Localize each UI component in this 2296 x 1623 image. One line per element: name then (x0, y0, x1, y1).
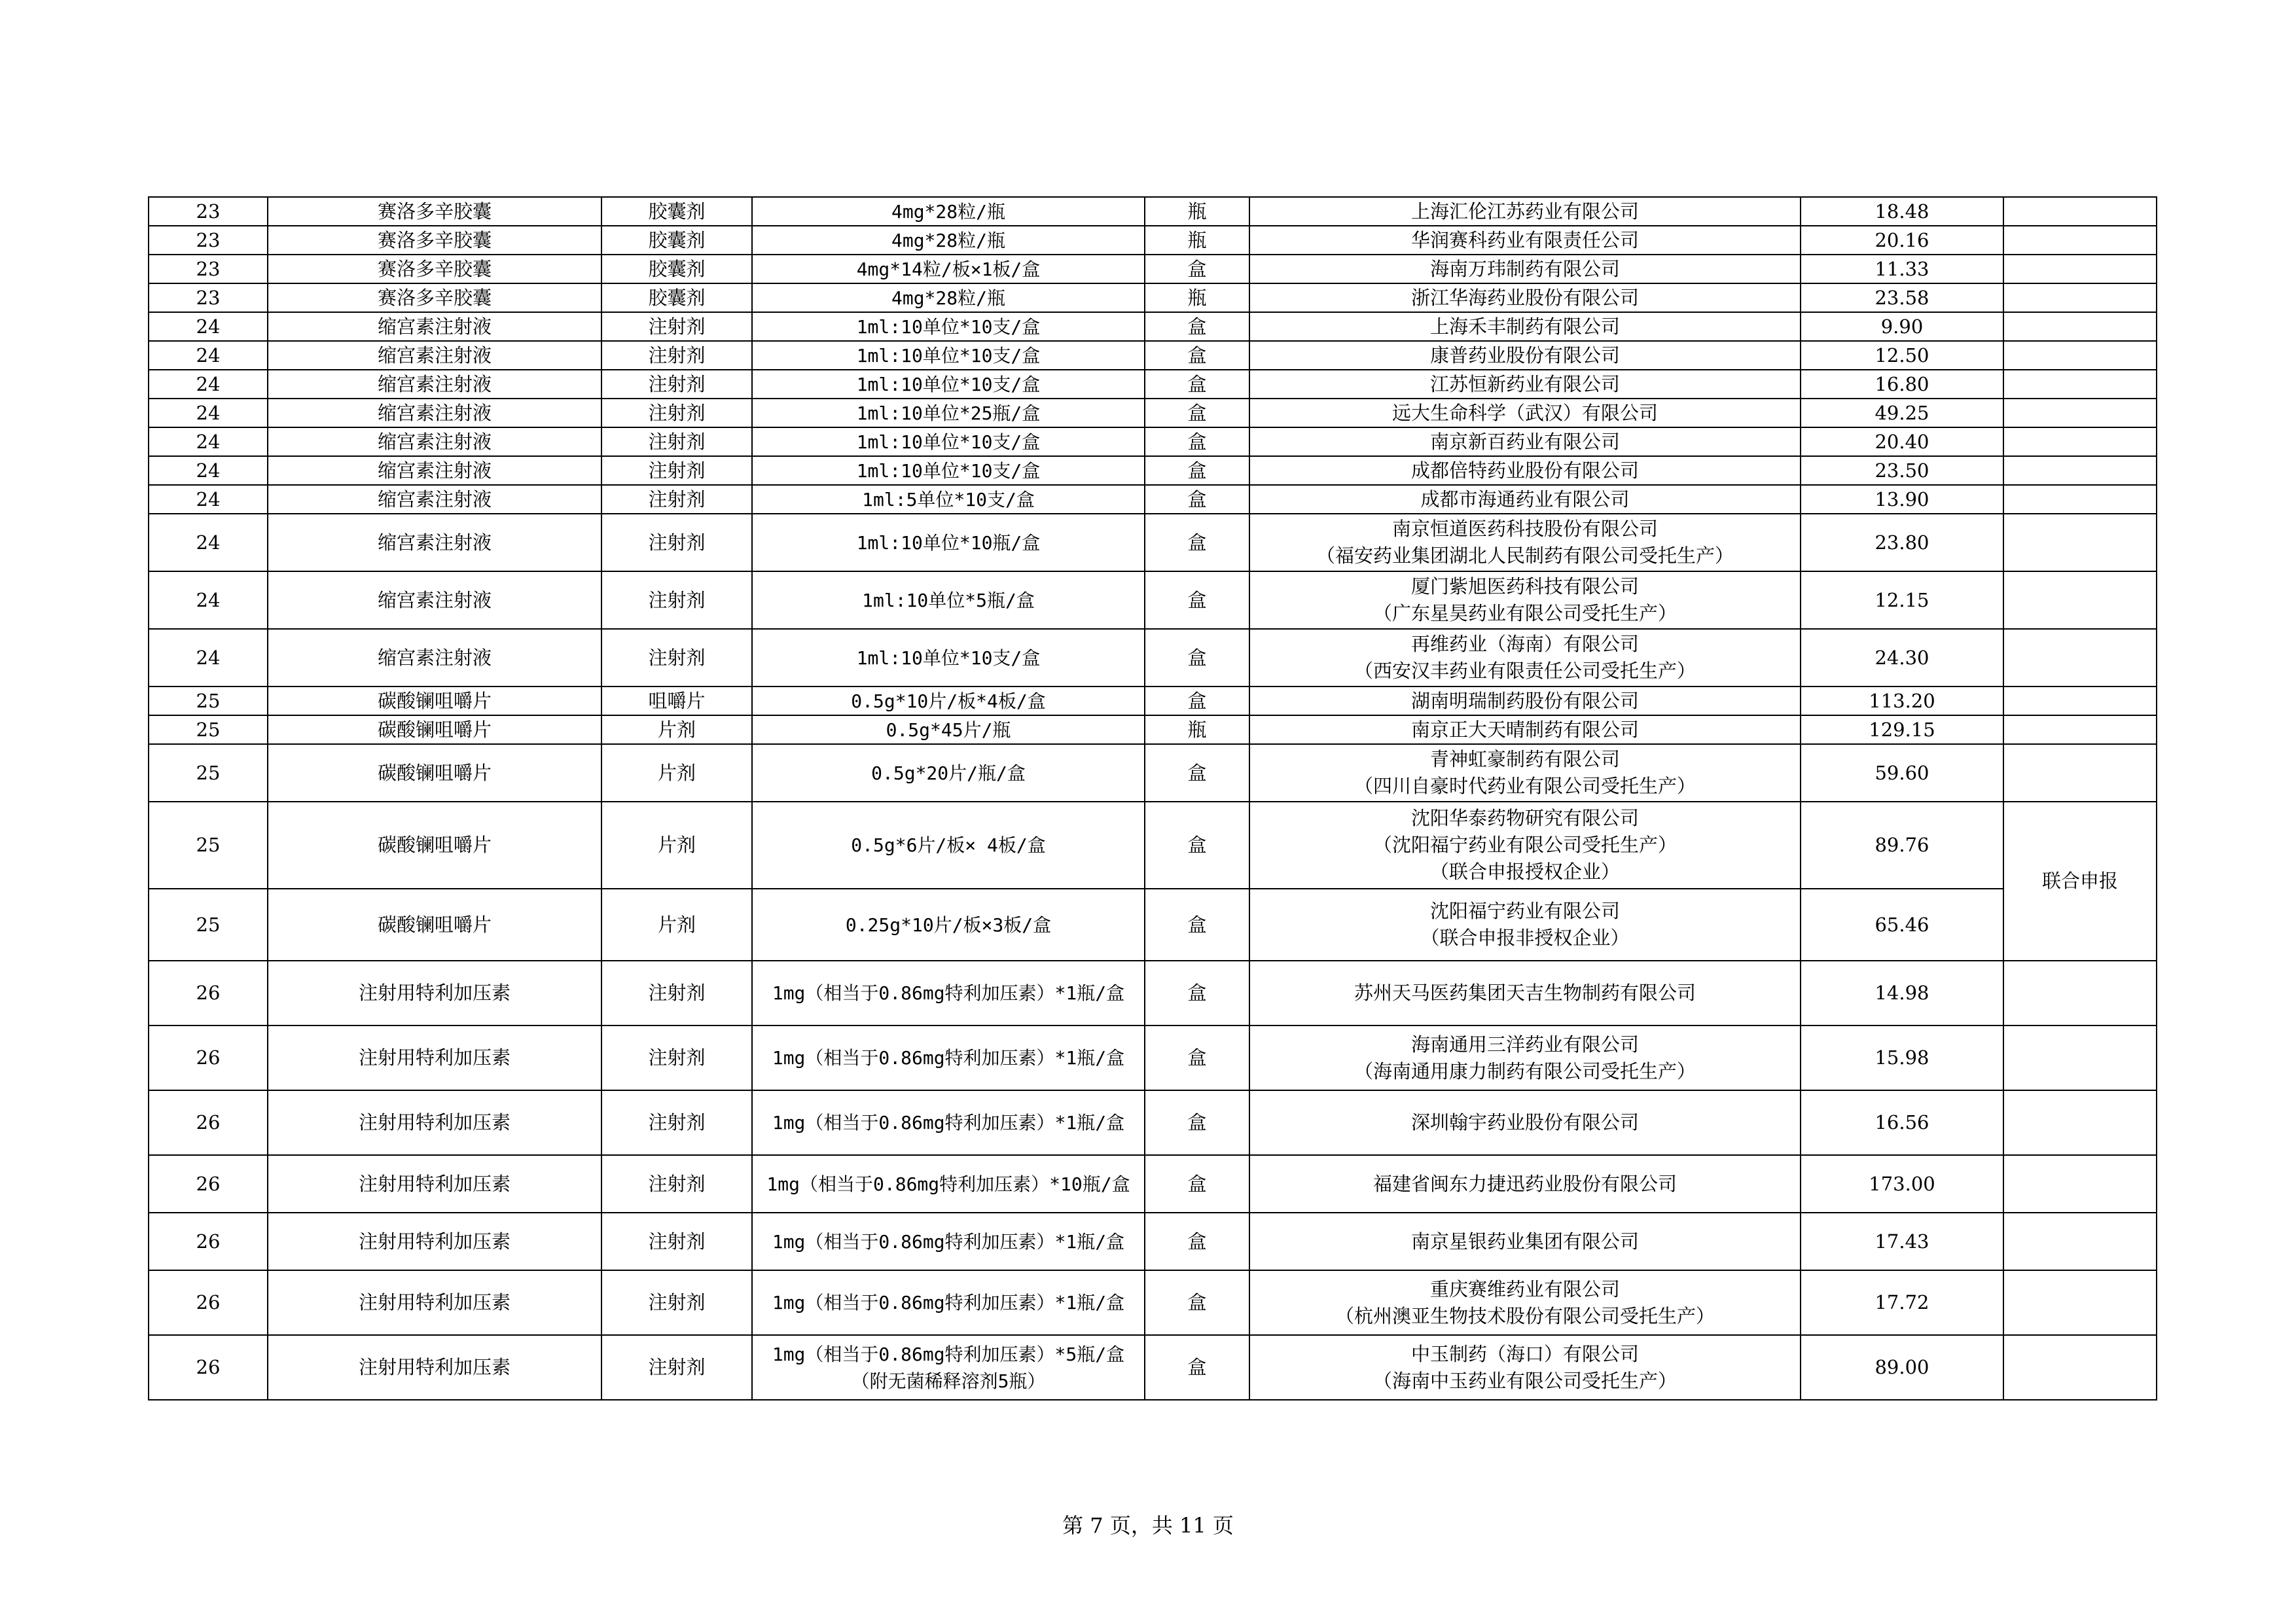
cell-drug-name: 注射用特利加压素 (268, 1155, 601, 1213)
cell-row-number: 25 (149, 687, 268, 715)
cell-manufacturer: 中玉制药（海口）有限公司 （海南中玉药业有限公司受托生产） (1249, 1335, 1801, 1400)
cell-row-number: 24 (149, 370, 268, 399)
cell-row-number: 24 (149, 485, 268, 514)
cell-manufacturer: 远大生命科学（武汉）有限公司 (1249, 399, 1801, 427)
cell-remark (2003, 283, 2157, 312)
cell-specification: 1ml:5单位*10支/盒 (752, 485, 1145, 514)
table-row (149, 226, 2157, 255)
table-row (149, 341, 2157, 370)
cell-unit: 盒 (1145, 1335, 1249, 1400)
cell-dosage-form: 片剂 (601, 802, 752, 889)
cell-price: 15.98 (1801, 1026, 2003, 1090)
cell-remark (2003, 1335, 2157, 1400)
cell-remark (2003, 1090, 2157, 1155)
cell-manufacturer: 青神虹豪制药有限公司 （四川自豪时代药业有限公司受托生产） (1249, 744, 1801, 802)
cell-price: 16.80 (1801, 370, 2003, 399)
cell-dosage-form: 注射剂 (601, 1335, 752, 1400)
cell-dosage-form: 注射剂 (601, 485, 752, 514)
cell-drug-name: 注射用特利加压素 (268, 1270, 601, 1335)
cell-specification: 0.5g*10片/板*4板/盒 (752, 687, 1145, 715)
cell-manufacturer: 海南万玮制药有限公司 (1249, 255, 1801, 283)
cell-drug-name: 缩宫素注射液 (268, 514, 601, 571)
table-row (149, 485, 2157, 514)
cell-remark (2003, 514, 2157, 571)
table-row (149, 1335, 2157, 1400)
cell-remark (2003, 226, 2157, 255)
cell-unit: 盒 (1145, 687, 1249, 715)
cell-remark (2003, 197, 2157, 226)
cell-dosage-form: 注射剂 (601, 370, 752, 399)
cell-remark (2003, 485, 2157, 514)
cell-unit: 盒 (1145, 629, 1249, 687)
cell-price: 65.46 (1801, 889, 2003, 961)
table-row (149, 312, 2157, 341)
cell-manufacturer: 重庆赛维药业有限公司 （杭州澳亚生物技术股份有限公司受托生产） (1249, 1270, 1801, 1335)
cell-manufacturer: 福建省闽东力捷迅药业股份有限公司 (1249, 1155, 1801, 1213)
cell-row-number: 24 (149, 514, 268, 571)
cell-manufacturer: 南京恒道医药科技股份有限公司 （福安药业集团湖北人民制药有限公司受托生产） (1249, 514, 1801, 571)
table-row (149, 961, 2157, 1026)
page-footer: 第 7 页，共 11 页 (1062, 1513, 1234, 1538)
cell-unit: 盒 (1145, 744, 1249, 802)
cell-dosage-form: 注射剂 (601, 456, 752, 485)
cell-price: 23.58 (1801, 283, 2003, 312)
cell-dosage-form: 片剂 (601, 889, 752, 961)
cell-drug-name: 赛洛多辛胶囊 (268, 197, 601, 226)
cell-price: 23.50 (1801, 456, 2003, 485)
cell-row-number: 26 (149, 1155, 268, 1213)
cell-dosage-form: 注射剂 (601, 427, 752, 456)
table-row (149, 1155, 2157, 1213)
table-row (149, 1270, 2157, 1335)
cell-row-number: 23 (149, 283, 268, 312)
cell-specification: 1ml:10单位*5瓶/盒 (752, 571, 1145, 629)
cell-specification: 4mg*28粒/瓶 (752, 283, 1145, 312)
cell-remark (2003, 1026, 2157, 1090)
cell-drug-name: 注射用特利加压素 (268, 1090, 601, 1155)
cell-dosage-form: 咀嚼片 (601, 687, 752, 715)
cell-manufacturer: 南京正大天晴制药有限公司 (1249, 715, 1801, 744)
cell-drug-name: 注射用特利加压素 (268, 961, 601, 1026)
cell-unit: 盒 (1145, 961, 1249, 1026)
cell-price: 20.16 (1801, 226, 2003, 255)
cell-dosage-form: 注射剂 (601, 1155, 752, 1213)
table-row (149, 802, 2157, 889)
table-row (149, 687, 2157, 715)
table-row (149, 571, 2157, 629)
cell-unit: 盒 (1145, 255, 1249, 283)
cell-drug-name: 缩宫素注射液 (268, 427, 601, 456)
cell-row-number: 26 (149, 1335, 268, 1400)
cell-row-number: 25 (149, 889, 268, 961)
cell-manufacturer: 浙江华海药业股份有限公司 (1249, 283, 1801, 312)
cell-specification: 1ml:10单位*10瓶/盒 (752, 514, 1145, 571)
cell-manufacturer: 湖南明瑞制药股份有限公司 (1249, 687, 1801, 715)
cell-unit: 瓶 (1145, 283, 1249, 312)
cell-dosage-form: 注射剂 (601, 1270, 752, 1335)
cell-manufacturer: 南京星银药业集团有限公司 (1249, 1213, 1801, 1270)
cell-manufacturer: 江苏恒新药业有限公司 (1249, 370, 1801, 399)
cell-price: 9.90 (1801, 312, 2003, 341)
cell-price: 16.56 (1801, 1090, 2003, 1155)
cell-specification: 4mg*14粒/板×1板/盒 (752, 255, 1145, 283)
table-row (149, 370, 2157, 399)
cell-specification: 1ml:10单位*10支/盒 (752, 370, 1145, 399)
cell-row-number: 24 (149, 456, 268, 485)
cell-specification: 1mg（相当于0.86mg特利加压素）*5瓶/盒（附无菌稀释溶剂5瓶） (752, 1335, 1145, 1400)
cell-remark (2003, 456, 2157, 485)
cell-price: 24.30 (1801, 629, 2003, 687)
cell-remark: 联合申报 (2003, 802, 2157, 961)
cell-remark (2003, 1155, 2157, 1213)
cell-specification: 0.5g*45片/瓶 (752, 715, 1145, 744)
cell-price: 12.15 (1801, 571, 2003, 629)
cell-dosage-form: 注射剂 (601, 571, 752, 629)
cell-row-number: 26 (149, 961, 268, 1026)
cell-manufacturer: 成都倍特药业股份有限公司 (1249, 456, 1801, 485)
cell-row-number: 23 (149, 255, 268, 283)
cell-price: 14.98 (1801, 961, 2003, 1026)
cell-price: 59.60 (1801, 744, 2003, 802)
cell-unit: 盒 (1145, 1026, 1249, 1090)
cell-remark (2003, 961, 2157, 1026)
cell-row-number: 23 (149, 226, 268, 255)
cell-manufacturer: 康普药业股份有限公司 (1249, 341, 1801, 370)
cell-manufacturer: 厦门紫旭医药科技有限公司 （广东星昊药业有限公司受托生产） (1249, 571, 1801, 629)
cell-price: 17.43 (1801, 1213, 2003, 1270)
cell-manufacturer: 华润赛科药业有限责任公司 (1249, 226, 1801, 255)
cell-specification: 1mg（相当于0.86mg特利加压素）*1瓶/盒 (752, 1213, 1145, 1270)
cell-dosage-form: 注射剂 (601, 961, 752, 1026)
cell-specification: 1ml:10单位*25瓶/盒 (752, 399, 1145, 427)
cell-remark (2003, 687, 2157, 715)
cell-remark (2003, 427, 2157, 456)
table-row (149, 629, 2157, 687)
drug-price-table (148, 196, 2157, 1400)
cell-price: 13.90 (1801, 485, 2003, 514)
cell-remark (2003, 571, 2157, 629)
cell-manufacturer: 成都市海通药业有限公司 (1249, 485, 1801, 514)
cell-dosage-form: 胶囊剂 (601, 197, 752, 226)
cell-specification: 1mg（相当于0.86mg特利加压素）*1瓶/盒 (752, 961, 1145, 1026)
cell-drug-name: 缩宫素注射液 (268, 312, 601, 341)
cell-drug-name: 缩宫素注射液 (268, 341, 601, 370)
cell-unit: 盒 (1145, 1213, 1249, 1270)
cell-drug-name: 碳酸镧咀嚼片 (268, 687, 601, 715)
cell-remark (2003, 370, 2157, 399)
cell-drug-name: 赛洛多辛胶囊 (268, 255, 601, 283)
cell-row-number: 24 (149, 571, 268, 629)
table-row (149, 255, 2157, 283)
cell-price: 11.33 (1801, 255, 2003, 283)
cell-dosage-form: 片剂 (601, 744, 752, 802)
cell-row-number: 25 (149, 802, 268, 889)
table-row (149, 1090, 2157, 1155)
table-row (149, 427, 2157, 456)
cell-row-number: 26 (149, 1270, 268, 1335)
cell-drug-name: 赛洛多辛胶囊 (268, 283, 601, 312)
cell-manufacturer: 再维药业（海南）有限公司 （西安汉丰药业有限责任公司受托生产） (1249, 629, 1801, 687)
cell-unit: 瓶 (1145, 226, 1249, 255)
cell-remark (2003, 399, 2157, 427)
cell-price: 49.25 (1801, 399, 2003, 427)
cell-remark (2003, 629, 2157, 687)
cell-unit: 盒 (1145, 571, 1249, 629)
cell-specification: 1ml:10单位*10支/盒 (752, 341, 1145, 370)
cell-specification: 4mg*28粒/瓶 (752, 226, 1145, 255)
cell-drug-name: 碳酸镧咀嚼片 (268, 802, 601, 889)
cell-dosage-form: 注射剂 (601, 312, 752, 341)
cell-manufacturer: 南京新百药业有限公司 (1249, 427, 1801, 456)
cell-dosage-form: 注射剂 (601, 1213, 752, 1270)
cell-unit: 盒 (1145, 1270, 1249, 1335)
cell-drug-name: 注射用特利加压素 (268, 1335, 601, 1400)
cell-row-number: 25 (149, 715, 268, 744)
cell-manufacturer: 上海禾丰制药有限公司 (1249, 312, 1801, 341)
cell-unit: 盒 (1145, 1155, 1249, 1213)
cell-unit: 盒 (1145, 456, 1249, 485)
cell-remark (2003, 341, 2157, 370)
cell-manufacturer: 深圳翰宇药业股份有限公司 (1249, 1090, 1801, 1155)
cell-drug-name: 赛洛多辛胶囊 (268, 226, 601, 255)
table-row (149, 889, 2157, 961)
cell-price: 113.20 (1801, 687, 2003, 715)
table-row (149, 1213, 2157, 1270)
cell-row-number: 24 (149, 312, 268, 341)
cell-dosage-form: 注射剂 (601, 629, 752, 687)
cell-price: 18.48 (1801, 197, 2003, 226)
cell-drug-name: 缩宫素注射液 (268, 370, 601, 399)
cell-remark (2003, 715, 2157, 744)
cell-price: 17.72 (1801, 1270, 2003, 1335)
cell-specification: 1mg（相当于0.86mg特利加压素）*1瓶/盒 (752, 1090, 1145, 1155)
cell-unit: 盒 (1145, 802, 1249, 889)
cell-unit: 瓶 (1145, 715, 1249, 744)
cell-specification: 1ml:10单位*10支/盒 (752, 427, 1145, 456)
cell-unit: 盒 (1145, 427, 1249, 456)
cell-remark (2003, 744, 2157, 802)
cell-drug-name: 碳酸镧咀嚼片 (268, 744, 601, 802)
cell-dosage-form: 片剂 (601, 715, 752, 744)
cell-drug-name: 碳酸镧咀嚼片 (268, 889, 601, 961)
cell-row-number: 25 (149, 744, 268, 802)
cell-row-number: 24 (149, 399, 268, 427)
table-row (149, 744, 2157, 802)
cell-price: 89.00 (1801, 1335, 2003, 1400)
cell-unit: 盒 (1145, 1090, 1249, 1155)
cell-specification: 0.5g*6片/板× 4板/盒 (752, 802, 1145, 889)
cell-unit: 盒 (1145, 341, 1249, 370)
cell-unit: 盒 (1145, 485, 1249, 514)
cell-drug-name: 缩宫素注射液 (268, 571, 601, 629)
cell-unit: 盒 (1145, 889, 1249, 961)
cell-row-number: 24 (149, 341, 268, 370)
cell-row-number: 26 (149, 1026, 268, 1090)
cell-unit: 瓶 (1145, 197, 1249, 226)
cell-price: 23.80 (1801, 514, 2003, 571)
cell-row-number: 23 (149, 197, 268, 226)
cell-specification: 1mg（相当于0.86mg特利加压素）*1瓶/盒 (752, 1270, 1145, 1335)
table-row (149, 399, 2157, 427)
table-row (149, 283, 2157, 312)
cell-manufacturer: 沈阳华泰药物研究有限公司 （沈阳福宁药业有限公司受托生产） （联合申报授权企业） (1249, 802, 1801, 889)
cell-drug-name: 注射用特利加压素 (268, 1026, 601, 1090)
cell-dosage-form: 胶囊剂 (601, 226, 752, 255)
cell-unit: 盒 (1145, 514, 1249, 571)
cell-specification: 0.5g*20片/瓶/盒 (752, 744, 1145, 802)
cell-specification: 1ml:10单位*10支/盒 (752, 456, 1145, 485)
cell-drug-name: 注射用特利加压素 (268, 1213, 601, 1270)
cell-price: 20.40 (1801, 427, 2003, 456)
table-row (149, 1026, 2157, 1090)
cell-unit: 盒 (1145, 370, 1249, 399)
cell-dosage-form: 注射剂 (601, 1090, 752, 1155)
cell-specification: 0.25g*10片/板×3板/盒 (752, 889, 1145, 961)
cell-row-number: 24 (149, 427, 268, 456)
cell-drug-name: 缩宫素注射液 (268, 456, 601, 485)
cell-manufacturer: 海南通用三洋药业有限公司 （海南通用康力制药有限公司受托生产） (1249, 1026, 1801, 1090)
cell-row-number: 24 (149, 629, 268, 687)
cell-unit: 盒 (1145, 399, 1249, 427)
cell-dosage-form: 注射剂 (601, 1026, 752, 1090)
cell-dosage-form: 注射剂 (601, 399, 752, 427)
cell-specification: 1ml:10单位*10支/盒 (752, 629, 1145, 687)
cell-specification: 1mg（相当于0.86mg特利加压素）*1瓶/盒 (752, 1026, 1145, 1090)
table-row (149, 514, 2157, 571)
cell-drug-name: 缩宫素注射液 (268, 629, 601, 687)
cell-dosage-form: 胶囊剂 (601, 255, 752, 283)
cell-remark (2003, 312, 2157, 341)
cell-drug-name: 缩宫素注射液 (268, 399, 601, 427)
cell-remark (2003, 1213, 2157, 1270)
cell-specification: 1mg（相当于0.86mg特利加压素）*10瓶/盒 (752, 1155, 1145, 1213)
table-row (149, 456, 2157, 485)
cell-row-number: 26 (149, 1090, 268, 1155)
cell-specification: 1ml:10单位*10支/盒 (752, 312, 1145, 341)
table-row (149, 197, 2157, 226)
cell-specification: 4mg*28粒/瓶 (752, 197, 1145, 226)
cell-price: 173.00 (1801, 1155, 2003, 1213)
cell-drug-name: 碳酸镧咀嚼片 (268, 715, 601, 744)
cell-remark (2003, 1270, 2157, 1335)
table-row (149, 715, 2157, 744)
cell-remark (2003, 255, 2157, 283)
cell-unit: 盒 (1145, 312, 1249, 341)
cell-price: 89.76 (1801, 802, 2003, 889)
cell-price: 12.50 (1801, 341, 2003, 370)
cell-manufacturer: 苏州天马医药集团天吉生物制药有限公司 (1249, 961, 1801, 1026)
cell-row-number: 26 (149, 1213, 268, 1270)
cell-dosage-form: 胶囊剂 (601, 283, 752, 312)
cell-dosage-form: 注射剂 (601, 341, 752, 370)
cell-manufacturer: 上海汇伦江苏药业有限公司 (1249, 197, 1801, 226)
cell-dosage-form: 注射剂 (601, 514, 752, 571)
cell-price: 129.15 (1801, 715, 2003, 744)
cell-manufacturer: 沈阳福宁药业有限公司 （联合申报非授权企业） (1249, 889, 1801, 961)
cell-drug-name: 缩宫素注射液 (268, 485, 601, 514)
